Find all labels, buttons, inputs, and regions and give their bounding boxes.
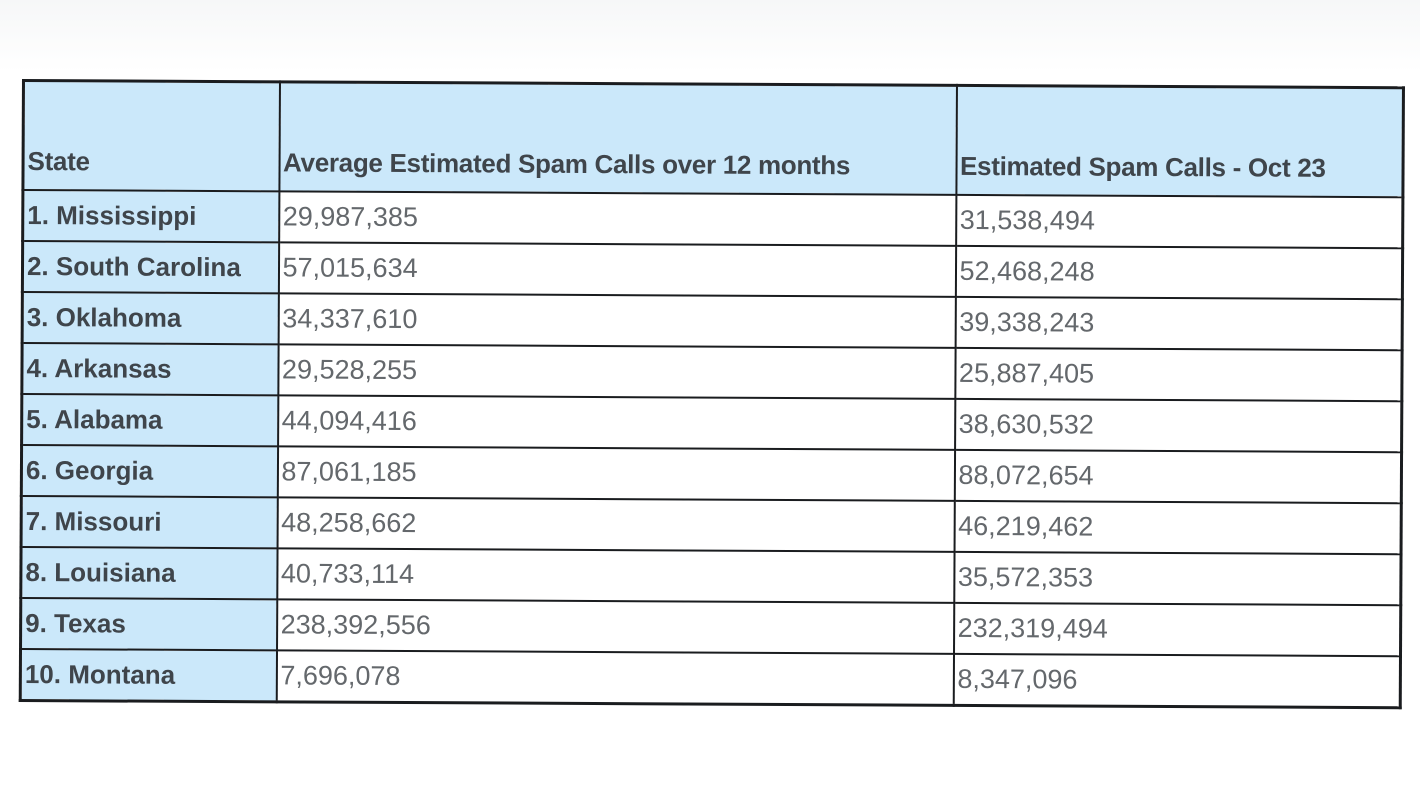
cell-state: 3. Oklahoma bbox=[22, 292, 278, 344]
cell-oct-23: 8,347,096 bbox=[953, 654, 1400, 708]
cell-oct-23: 232,319,494 bbox=[954, 603, 1401, 656]
cell-oct-23: 88,072,654 bbox=[954, 450, 1401, 503]
cell-oct-23: 46,219,462 bbox=[954, 501, 1401, 554]
cell-oct-23: 31,538,494 bbox=[956, 195, 1403, 248]
cell-state: 4. Arkansas bbox=[22, 343, 278, 395]
table-row bbox=[21, 445, 1401, 503]
header-row bbox=[23, 81, 1404, 198]
column-header-state: State bbox=[23, 81, 280, 192]
cell-avg-12-months: 57,015,634 bbox=[278, 242, 955, 297]
cell-state: 7. Missouri bbox=[21, 496, 277, 548]
spam-calls-table-container bbox=[19, 79, 1405, 709]
cell-avg-12-months: 29,528,255 bbox=[278, 344, 955, 399]
cell-state: 6. Georgia bbox=[21, 445, 277, 497]
table-row bbox=[21, 496, 1401, 554]
cell-avg-12-months: 34,337,610 bbox=[278, 293, 955, 348]
table-row bbox=[20, 649, 1400, 708]
column-header-avg-12-months: Average Estimated Spam Calls over 12 months bbox=[279, 82, 957, 195]
cell-state: 2. South Carolina bbox=[22, 241, 278, 293]
table-row bbox=[22, 292, 1402, 350]
cell-oct-23: 38,630,532 bbox=[955, 399, 1402, 452]
column-header-oct-23: Estimated Spam Calls - Oct 23 bbox=[956, 85, 1404, 197]
cell-oct-23: 52,468,248 bbox=[955, 246, 1402, 299]
table-row bbox=[22, 343, 1402, 401]
cell-oct-23: 25,887,405 bbox=[955, 348, 1402, 401]
table-row bbox=[21, 598, 1401, 656]
cell-avg-12-months: 238,392,556 bbox=[277, 599, 954, 654]
cell-avg-12-months: 7,696,078 bbox=[276, 650, 953, 705]
table-row bbox=[22, 241, 1402, 299]
table-body bbox=[20, 190, 1403, 708]
cell-state: 8. Louisiana bbox=[21, 547, 277, 599]
cell-avg-12-months: 48,258,662 bbox=[277, 497, 954, 552]
cell-avg-12-months: 44,094,416 bbox=[278, 395, 955, 450]
table-row bbox=[22, 394, 1402, 452]
cell-avg-12-months: 29,987,385 bbox=[279, 191, 956, 246]
cell-state: 1. Mississippi bbox=[23, 190, 279, 242]
cell-state: 10. Montana bbox=[20, 649, 276, 702]
cell-avg-12-months: 40,733,114 bbox=[277, 548, 954, 603]
cell-state: 5. Alabama bbox=[22, 394, 278, 446]
cell-avg-12-months: 87,061,185 bbox=[277, 446, 954, 501]
table-row bbox=[21, 547, 1401, 605]
cell-oct-23: 39,338,243 bbox=[955, 297, 1402, 350]
cell-state: 9. Texas bbox=[21, 598, 277, 650]
table-row bbox=[23, 190, 1403, 248]
table-header bbox=[23, 81, 1404, 198]
cell-oct-23: 35,572,353 bbox=[954, 552, 1401, 605]
spam-calls-by-state-table bbox=[19, 79, 1405, 709]
